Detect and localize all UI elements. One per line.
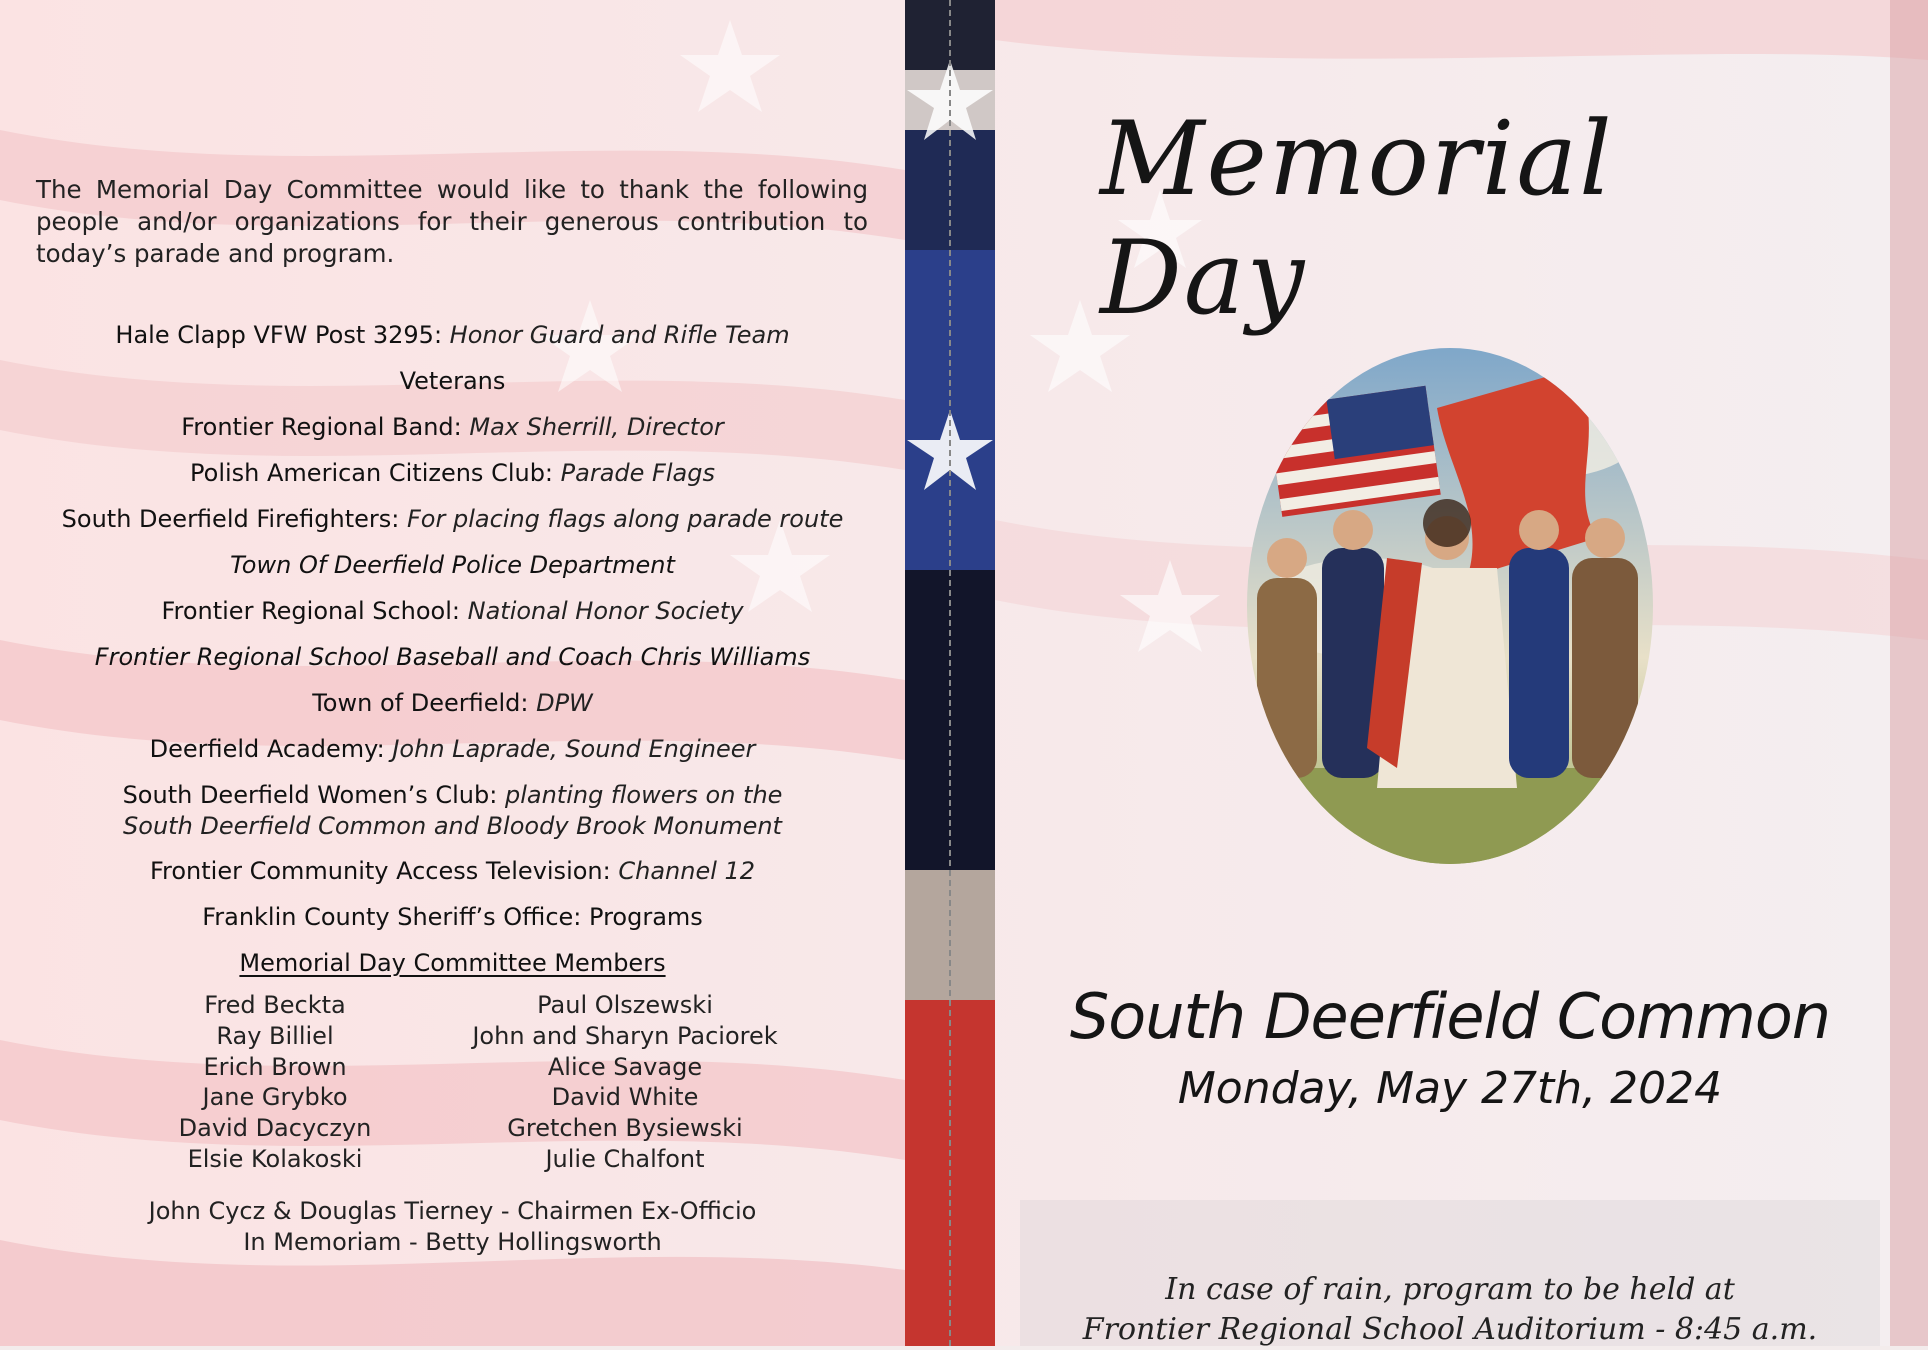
ack-line	[0, 634, 905, 680]
ack-org: Frontier Regional Band:	[181, 413, 462, 441]
members-column-2	[440, 990, 810, 1175]
committee-heading-text: Memorial Day Committee Members	[239, 949, 666, 977]
member-name: Gretchen Bysiewski	[507, 1114, 743, 1143]
ack-org: Frontier Regional School:	[161, 597, 460, 625]
ack-org: Polish American Citizens Club:	[190, 459, 554, 487]
ack-line	[0, 848, 905, 894]
ack-line	[0, 726, 905, 772]
ack-desc: DPW	[528, 689, 593, 717]
memoriam-line: In Memoriam - Betty Hollingsworth	[243, 1228, 662, 1256]
ack-desc: Max Sherrill, Director	[461, 413, 724, 441]
ack-desc: Channel 12	[610, 857, 756, 885]
ack-desc: Parade Flags	[553, 459, 715, 487]
ack-line	[0, 588, 905, 634]
ack-desc: Honor Guard and Rifle Team	[442, 321, 790, 349]
memorial-day-title: Memorial Day	[1100, 100, 1614, 338]
member-name: David White	[551, 1083, 699, 1112]
center-fold-stripe	[905, 0, 995, 1346]
ack-org: Town of Deerfield:	[312, 689, 529, 717]
rain-notice-line-1: In case of rain, program to be held at	[1165, 1272, 1735, 1307]
member-name: Elsie Kolakoski	[187, 1144, 363, 1173]
illustration-graphic	[1247, 348, 1653, 864]
member-name: David Dacyczyn	[178, 1114, 372, 1143]
members-column-1	[110, 990, 440, 1175]
member-name: John and Sharyn Paciorek	[472, 1021, 778, 1050]
ack-line	[0, 496, 905, 542]
ack-org: Frontier Regional School Baseball and Coach Chris Williams	[94, 643, 811, 671]
member-name: Paul Olszewski	[537, 991, 713, 1019]
ack-desc: planting flowers on the	[497, 781, 783, 809]
ack-line	[0, 312, 905, 358]
ack-org: Frontier Community Access Television:	[149, 857, 611, 885]
committee-footer	[0, 1196, 905, 1258]
ack-desc: Programs	[581, 903, 703, 931]
member-name: Fred Beckta	[204, 991, 346, 1019]
ack-org: Town Of Deerfield Police Department	[230, 551, 675, 579]
ack-line	[0, 450, 905, 496]
ack-org: Deerfield Academy:	[149, 735, 385, 763]
ack-line	[0, 894, 905, 940]
rain-notice	[1000, 1270, 1900, 1350]
ack-org: Franklin County Sheriff’s Office:	[202, 903, 582, 931]
ack-org: Veterans	[399, 367, 506, 395]
ack-line	[0, 772, 905, 848]
ack-line	[0, 404, 905, 450]
ack-desc-continued: South Deerfield Common and Bloody Brook Monument	[123, 812, 782, 840]
member-name: Alice Savage	[547, 1052, 703, 1081]
ack-desc: John Laprade, Sound Engineer	[384, 735, 756, 763]
member-name: Jane Grybko	[202, 1083, 348, 1112]
venue-name: South Deerfield Common	[1069, 980, 1831, 1053]
ack-desc: For placing flags along parade route	[399, 505, 844, 533]
ack-org: South Deerfield Women’s Club:	[122, 781, 498, 809]
intro-paragraph: The Memorial Day Committee would like to thank the following people and/or organizations for their generous contribution to today’s parade and program.	[36, 175, 868, 268]
acknowledgement-list	[0, 312, 905, 986]
ack-desc: National Honor Society	[460, 597, 744, 625]
ack-line	[0, 358, 905, 404]
ack-line	[0, 542, 905, 588]
chairmen-line: John Cycz & Douglas Tierney - Chairmen Ex-Officio	[148, 1197, 757, 1225]
ack-org: Hale Clapp VFW Post 3295:	[115, 321, 443, 349]
member-name: Erich Brown	[203, 1052, 347, 1081]
committee-heading	[0, 940, 905, 986]
patriotic-illustration	[1247, 348, 1653, 864]
rain-notice-line-2: Frontier Regional School Auditorium - 8:45 a.m.	[1082, 1312, 1818, 1347]
event-date: Monday, May 27th, 2024	[1177, 1063, 1723, 1114]
member-name: Ray Billiel	[216, 1021, 334, 1050]
ack-org: South Deerfield Firefighters:	[61, 505, 400, 533]
member-name: Julie Chalfont	[545, 1144, 705, 1173]
ack-line	[0, 680, 905, 726]
committee-members	[110, 990, 810, 1175]
